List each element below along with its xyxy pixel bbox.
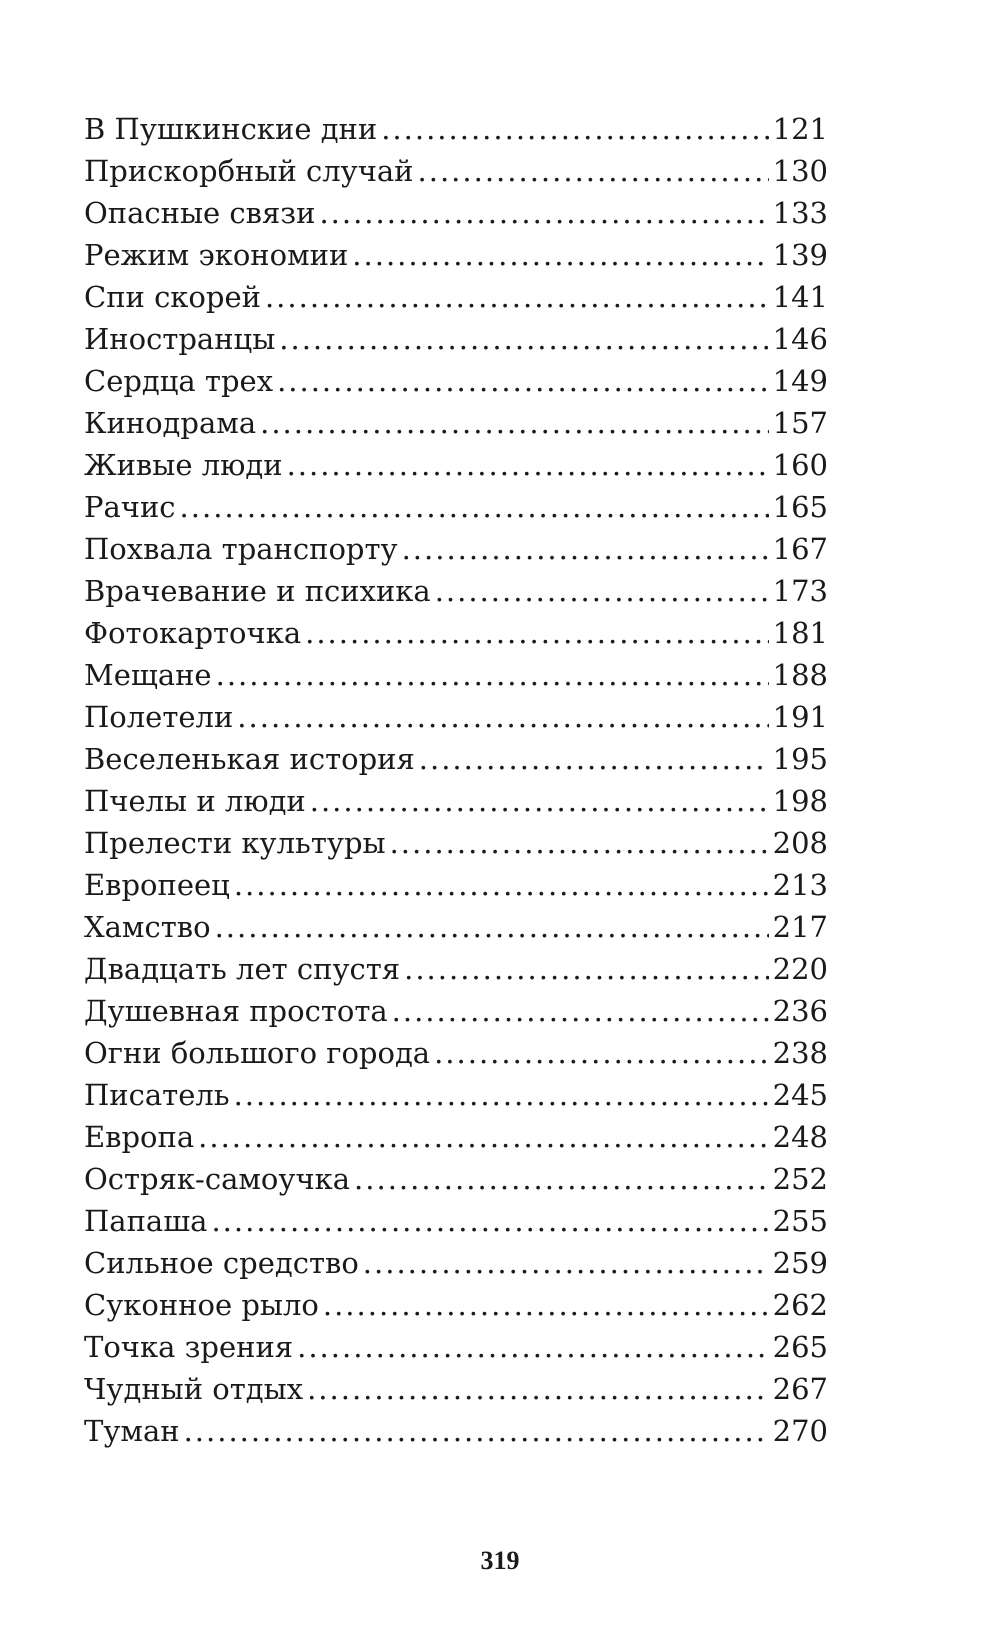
toc-entry-page: 157 bbox=[772, 406, 828, 440]
toc-entry-page: 217 bbox=[772, 910, 828, 944]
toc-entry bbox=[84, 1242, 828, 1284]
toc-entry-page: 262 bbox=[772, 1288, 828, 1322]
toc-entry bbox=[84, 360, 828, 402]
toc-entry-title: Папаша bbox=[84, 1204, 208, 1238]
dot-leader bbox=[319, 192, 768, 234]
toc-entry-title: Спи скорей bbox=[84, 280, 261, 314]
dot-leader bbox=[323, 1284, 769, 1326]
toc-entry-title: Веселенькая история bbox=[84, 742, 415, 776]
dot-leader bbox=[307, 1368, 769, 1410]
dot-leader bbox=[402, 528, 769, 570]
toc-entry-title: Кинодрама bbox=[84, 406, 257, 440]
toc-entry bbox=[84, 612, 828, 654]
toc-entry bbox=[84, 1410, 828, 1452]
dot-leader bbox=[435, 570, 769, 612]
dot-leader bbox=[184, 1410, 769, 1452]
dot-leader bbox=[381, 108, 768, 150]
dot-leader bbox=[434, 1032, 769, 1074]
toc-entry-page: 248 bbox=[772, 1120, 828, 1154]
toc-entry-page: 149 bbox=[772, 364, 828, 398]
toc-entry-title: Мещане bbox=[84, 658, 212, 692]
toc-entry-page: 121 bbox=[772, 112, 828, 146]
toc-entry-page: 167 bbox=[772, 532, 828, 566]
toc-entry bbox=[84, 1284, 828, 1326]
toc-entry-page: 255 bbox=[772, 1204, 828, 1238]
toc-entry-page: 146 bbox=[772, 322, 828, 356]
toc-entry-title: Прискорбный случай bbox=[84, 154, 414, 188]
toc-entry bbox=[84, 780, 828, 822]
dot-leader bbox=[211, 1200, 768, 1242]
toc-entry-page: 195 bbox=[772, 742, 828, 776]
toc-entry-page: 238 bbox=[772, 1036, 828, 1070]
dot-leader bbox=[198, 1116, 769, 1158]
toc-entry bbox=[84, 654, 828, 696]
toc-entry bbox=[84, 108, 828, 150]
toc-entry bbox=[84, 738, 828, 780]
toc-entry-page: 173 bbox=[772, 574, 828, 608]
toc-entry-title: Чудный отдых bbox=[84, 1372, 304, 1406]
toc-entry-title: Похвала транспорту bbox=[84, 532, 398, 566]
toc-entry-title: Пчелы и люди bbox=[84, 784, 306, 818]
toc-entry bbox=[84, 1368, 828, 1410]
toc-entry-page: 267 bbox=[772, 1372, 828, 1406]
toc-entry-title: Иностранцы bbox=[84, 322, 276, 356]
toc-entry bbox=[84, 864, 828, 906]
toc-entry-title: Остряк-самоучка bbox=[84, 1162, 351, 1196]
dot-leader bbox=[305, 612, 769, 654]
toc-entry-page: 139 bbox=[772, 238, 828, 272]
toc-entry bbox=[84, 402, 828, 444]
dot-leader bbox=[277, 360, 769, 402]
toc-entry-page: 160 bbox=[772, 448, 828, 482]
toc-entry-page: 133 bbox=[772, 196, 828, 230]
toc-entry-page: 213 bbox=[772, 868, 828, 902]
toc-entry-title: Сильное средство bbox=[84, 1246, 359, 1280]
toc-entry-page: 245 bbox=[772, 1078, 828, 1112]
toc-entry bbox=[84, 948, 828, 990]
dot-leader bbox=[265, 276, 769, 318]
toc-entry-title: В Пушкинские дни bbox=[84, 112, 378, 146]
toc-entry bbox=[84, 990, 828, 1032]
dot-leader bbox=[352, 234, 768, 276]
toc-entry-page: 191 bbox=[772, 700, 828, 734]
dot-leader bbox=[404, 948, 769, 990]
toc-entry-page: 165 bbox=[772, 490, 828, 524]
toc-entry-title: Режим экономии bbox=[84, 238, 349, 272]
dot-leader bbox=[237, 696, 768, 738]
toc-entry-title: Рачис bbox=[84, 490, 176, 524]
toc-entry bbox=[84, 1326, 828, 1368]
toc-entry-page: 208 bbox=[772, 826, 828, 860]
dot-leader bbox=[234, 864, 769, 906]
toc-entry-title: Врачевание и психика bbox=[84, 574, 431, 608]
toc-entry bbox=[84, 696, 828, 738]
toc-entry-page: 265 bbox=[772, 1330, 828, 1364]
dot-leader bbox=[354, 1158, 769, 1200]
toc-entry-title: Сердца трех bbox=[84, 364, 274, 398]
toc-entry-page: 188 bbox=[772, 658, 828, 692]
dot-leader bbox=[215, 906, 769, 948]
dot-leader bbox=[297, 1326, 769, 1368]
toc-entry-page: 141 bbox=[772, 280, 828, 314]
toc-entry-title: Душевная простота bbox=[84, 994, 388, 1028]
toc-entry-page: 259 bbox=[772, 1246, 828, 1280]
table-of-contents bbox=[84, 108, 828, 1452]
toc-entry bbox=[84, 906, 828, 948]
dot-leader bbox=[287, 444, 769, 486]
dot-leader bbox=[390, 822, 769, 864]
toc-entry bbox=[84, 234, 828, 276]
toc-entry-title: Европа bbox=[84, 1120, 195, 1154]
toc-entry-page: 220 bbox=[772, 952, 828, 986]
toc-entry bbox=[84, 1158, 828, 1200]
toc-entry bbox=[84, 1200, 828, 1242]
page-number: 319 bbox=[480, 1546, 520, 1575]
dot-leader bbox=[363, 1242, 769, 1284]
dot-leader bbox=[180, 486, 769, 528]
toc-entry-title: Двадцать лет спустя bbox=[84, 952, 401, 986]
toc-entry-page: 252 bbox=[772, 1162, 828, 1196]
toc-entry-title: Европеец bbox=[84, 868, 230, 902]
toc-entry bbox=[84, 486, 828, 528]
toc-entry-title: Туман bbox=[84, 1414, 180, 1448]
toc-entry bbox=[84, 822, 828, 864]
toc-entry-page: 236 bbox=[772, 994, 828, 1028]
toc-entry-page: 270 bbox=[772, 1414, 828, 1448]
toc-entry-title: Опасные связи bbox=[84, 196, 316, 230]
toc-entry-title: Прелести культуры bbox=[84, 826, 386, 860]
toc-entry bbox=[84, 1116, 828, 1158]
toc-entry bbox=[84, 528, 828, 570]
toc-entry-title: Живые люди bbox=[84, 448, 283, 482]
toc-entry-page: 130 bbox=[772, 154, 828, 188]
toc-entry bbox=[84, 318, 828, 360]
toc-entry bbox=[84, 192, 828, 234]
toc-entry-title: Огни большого города bbox=[84, 1036, 431, 1070]
toc-entry-title: Точка зрения bbox=[84, 1330, 294, 1364]
toc-entry-page: 181 bbox=[772, 616, 828, 650]
toc-entry bbox=[84, 276, 828, 318]
toc-entry bbox=[84, 1074, 828, 1116]
toc-entry bbox=[84, 570, 828, 612]
dot-leader bbox=[234, 1074, 769, 1116]
dot-leader bbox=[392, 990, 769, 1032]
toc-entry-title: Хамство bbox=[84, 910, 211, 944]
toc-entry bbox=[84, 444, 828, 486]
dot-leader bbox=[279, 318, 768, 360]
toc-entry-title: Полетели bbox=[84, 700, 234, 734]
dot-leader bbox=[216, 654, 769, 696]
dot-leader bbox=[310, 780, 769, 822]
toc-entry-title: Писатель bbox=[84, 1078, 230, 1112]
toc-entry-title: Фотокарточка bbox=[84, 616, 302, 650]
toc-entry-title: Суконное рыло bbox=[84, 1288, 319, 1322]
toc-entry-page: 198 bbox=[772, 784, 828, 818]
dot-leader bbox=[419, 738, 769, 780]
toc-entry bbox=[84, 150, 828, 192]
dot-leader bbox=[260, 402, 769, 444]
dot-leader bbox=[418, 150, 769, 192]
toc-entry bbox=[84, 1032, 828, 1074]
